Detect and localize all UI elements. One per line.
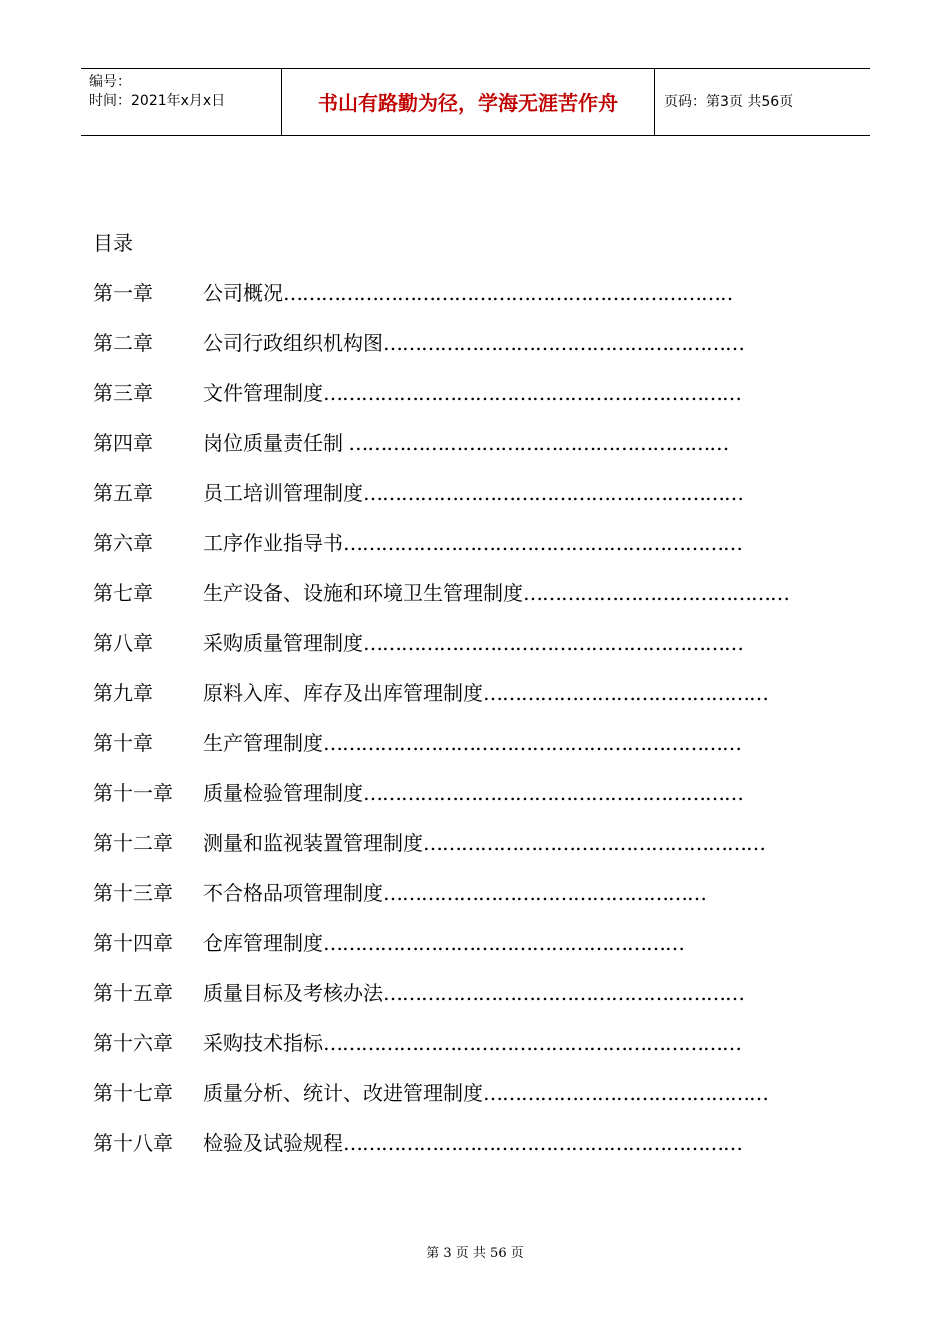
toc-entry-label [203,680,768,706]
toc-entry-label [203,580,789,606]
toc-dot-leader: …………………………………………………… [363,481,743,505]
toc-chapter-number: 第十章 [93,731,153,755]
toc-entry-title: 原料入库、库存及出库管理制度 [203,681,483,705]
toc-entry[interactable] [93,730,863,780]
toc-dot-leader: ………………………………………………………… [323,1031,741,1055]
header-number-label: 编号： [89,74,131,90]
toc-entry-label [203,530,742,556]
toc-dot-leader: …………………………………………………… [363,631,743,655]
toc-chapter-number: 第十四章 [93,931,173,955]
toc-dot-leader: ………………………………………………………… [323,731,741,755]
toc-entry-title: 仓库管理制度 [203,931,323,955]
toc-chapter-number: 第十一章 [93,781,173,805]
toc-entry[interactable] [93,330,863,380]
toc-chapter-number: 第七章 [93,581,153,605]
toc-chapter-number: 第二章 [93,331,153,355]
toc-entry-title: 岗位质量责任制 [203,431,343,455]
toc-entry-title: 质量目标及考核办法 [203,981,383,1005]
toc-dot-leader: …………………………………………………… [363,781,743,805]
header-time-label: 时间：2021年x月x日 [89,93,226,109]
toc-entry[interactable] [93,630,863,680]
toc-dot-leader: …………………………………… [523,581,789,605]
toc-dot-leader: ………………………………………………… [383,981,744,1005]
toc-dot-leader: ……………………………………… [483,681,768,705]
toc-entry[interactable] [93,480,863,530]
toc-entry-title: 采购质量管理制度 [203,631,363,655]
toc-title: 目录 [93,231,133,255]
toc-entry-label [203,880,706,906]
toc-dot-leader: ……………………………………………… [423,831,765,855]
toc-entry[interactable] [93,530,863,580]
toc-dot-leader: …………………………………………… [383,881,706,905]
toc-entry-label [203,430,728,456]
toc-entry-label [203,830,765,856]
toc-dot-leader: ………………………………………………… [323,931,684,955]
toc-entry[interactable] [93,1080,863,1130]
toc-entry[interactable] [93,1030,863,1080]
toc-entry[interactable] [93,1130,863,1180]
toc-entry-title: 生产管理制度 [203,731,323,755]
toc-entry-title: 员工培训管理制度 [203,481,363,505]
header-meta [89,73,225,111]
toc-dot-leader: ……………………………………………………… [343,531,742,555]
header-motto: 书山有路勤为径，学海无涯苦作舟 [318,91,618,115]
toc-chapter-number: 第八章 [93,631,153,655]
toc-dot-leader: ……………………………………………………… [343,1131,742,1155]
toc-entry-label [203,1030,741,1056]
toc-chapter-number: 第五章 [93,481,153,505]
document-header [81,68,870,136]
toc-entry[interactable] [93,380,863,430]
toc-chapter-number: 第十六章 [93,1031,173,1055]
toc-chapter-number: 第一章 [93,281,153,305]
toc-entry-label [203,930,684,956]
toc-entry-title: 检验及试验规程 [203,1131,343,1155]
toc-entry-label [203,730,741,756]
toc-entry-label [203,380,741,406]
toc-entry-label [203,1080,768,1106]
toc-entry-label [203,1130,742,1156]
toc-chapter-number: 第十八章 [93,1131,173,1155]
toc-entry-title: 不合格品项管理制度 [203,881,383,905]
toc-entry[interactable] [93,430,863,480]
toc-entry-label [203,480,743,506]
toc-entry[interactable] [93,580,863,630]
toc-entry-title: 工序作业指导书 [203,531,343,555]
toc-chapter-number: 第六章 [93,531,153,555]
toc-entry-title: 生产设备、设施和环境卫生管理制度 [203,581,523,605]
toc-entry-title: 测量和监视装置管理制度 [203,831,423,855]
toc-dot-leader: ……………………………………… [483,1081,768,1105]
toc-dot-leader: ……………………………………………………………‥ [283,281,733,305]
toc-entry-title: 文件管理制度 [203,381,323,405]
toc-chapter-number: 第九章 [93,681,153,705]
toc-dot-leader: ………………………………………………… [383,331,744,355]
toc-chapter-number: 第十二章 [93,831,173,855]
toc-entry-label [203,280,732,306]
toc-entry[interactable] [93,280,863,330]
toc-entry-title: 质量分析、统计、改进管理制度 [203,1081,483,1105]
toc-chapter-number: 第十五章 [93,981,173,1005]
toc-entry-title: 质量检验管理制度 [203,781,363,805]
toc-entry-label [203,630,743,656]
header-page-info: 页码：第3页 共56页 [664,94,794,110]
toc-entry[interactable] [93,780,863,830]
toc-entry-label [203,780,743,806]
toc-entry[interactable] [93,830,863,880]
toc-entry-title: 公司概况 [203,281,283,305]
toc-entry-label [203,330,744,356]
toc-entry-title: 采购技术指标 [203,1031,323,1055]
toc-dot-leader: ………………………………………………………… [323,381,741,405]
toc-chapter-number: 第三章 [93,381,153,405]
toc-list [93,280,863,1180]
toc-entry-label [203,980,744,1006]
toc-entry-title: 公司行政组织机构图 [203,331,383,355]
toc-chapter-number: 第四章 [93,431,153,455]
toc-dot-leader: …………………………………………………… [343,431,729,455]
toc-chapter-number: 第十七章 [93,1081,173,1105]
toc-entry[interactable] [93,680,863,730]
header-divider [654,69,655,135]
toc-entry[interactable] [93,930,863,980]
page-footer: 第 3 页 共 56 页 [426,1246,524,1261]
toc-entry[interactable] [93,980,863,1030]
toc-chapter-number: 第十三章 [93,881,173,905]
toc-entry[interactable] [93,880,863,930]
